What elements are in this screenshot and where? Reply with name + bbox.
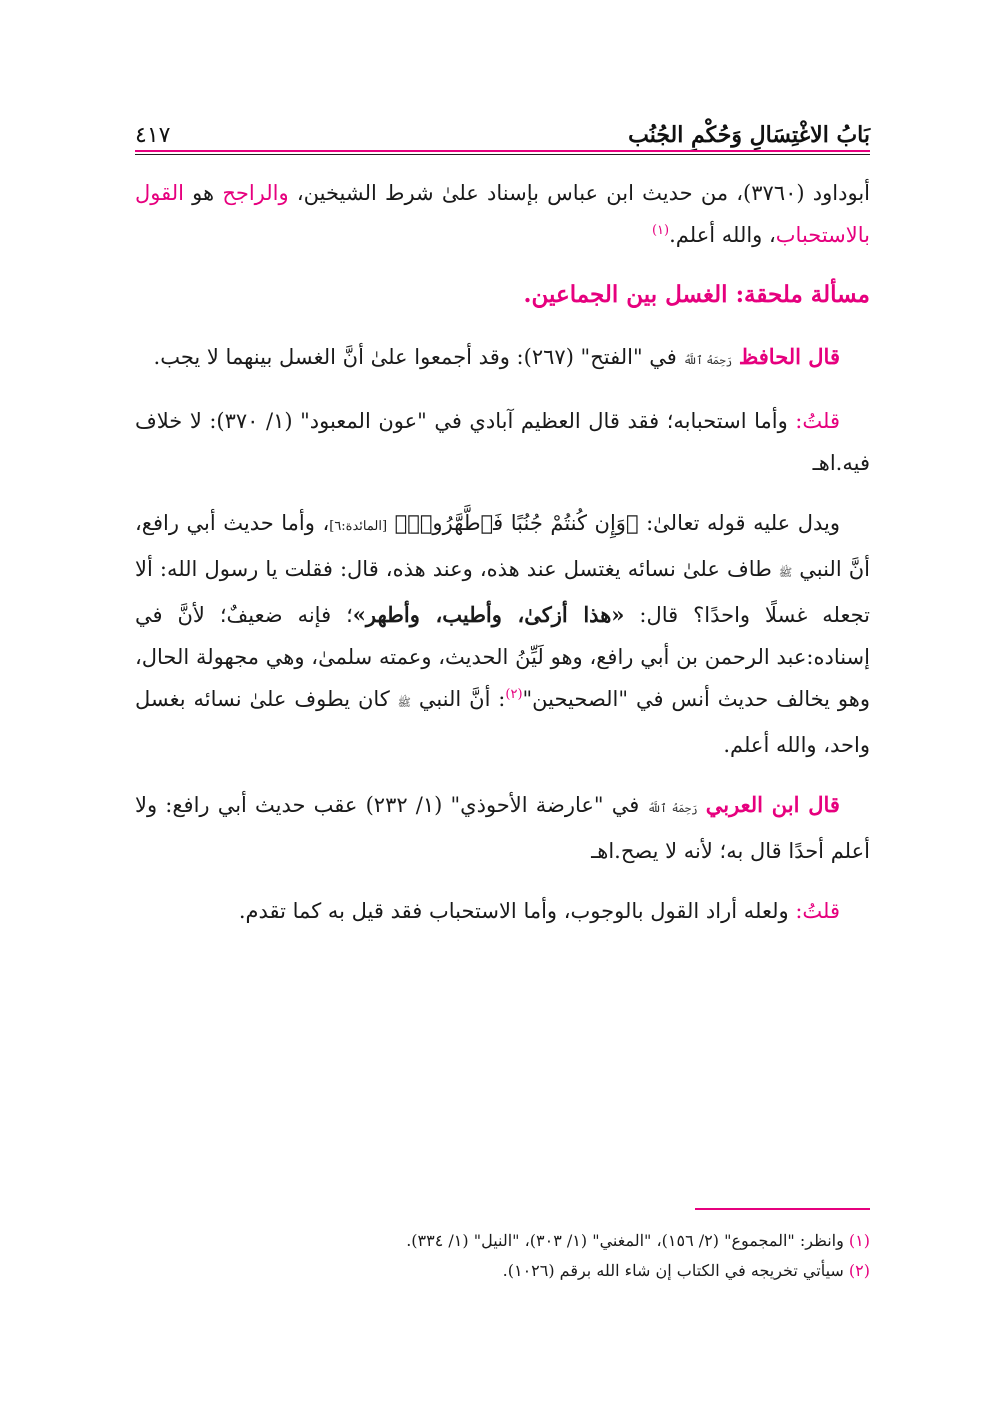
footnote-ref-1[interactable]: (١) — [651, 223, 670, 238]
footnotes — [135, 1226, 870, 1286]
p3-qult: قلتُ: — [795, 409, 840, 433]
page-header — [135, 112, 870, 148]
paragraph-4 — [135, 502, 870, 766]
p4-text-3: طاف علىٰ نسائه يغتسل عند هذه، وعند هذه، قال: فقلت يا رسول الله: ألا تجعله غسلًا واحدًا؟ قال: — [135, 557, 871, 627]
p3-text: وأما استحبابه؛ فقد قال العظيم آبادي في "عون المعبود" (١/ ٣٧٠): لا خلاف فيه.اهـ — [135, 409, 870, 475]
paragraph-3 — [135, 400, 870, 484]
p4-text-6: كان يطوف علىٰ نسائه بغسل واحد، والله أعلم. — [135, 687, 870, 757]
p1-highlight-2: القول بالاستحباب — [135, 181, 870, 247]
p1-highlight-1: والراجح — [222, 181, 289, 205]
p4-salutation-2: ﷺ — [397, 696, 411, 709]
footnote-2 — [135, 1256, 870, 1286]
footnote-divider — [695, 1208, 870, 1210]
footnote-1 — [135, 1226, 870, 1256]
p2-honorific: رَحِمَهُ ٱللَّهُ — [683, 354, 733, 367]
p4-ayah-ref: [المائدة:٦] — [329, 519, 388, 534]
paragraph-2 — [135, 336, 870, 382]
chapter-title: بَابُ الاغْتِسَالِ وَحُكْمِ الجُنُب — [628, 122, 870, 148]
p4-ayah: ﴿وَإِن كُنتُمْ جُنُبًا فَٱطَّهَّرُوا۟﴾ — [394, 511, 639, 535]
footnote-ref-2[interactable]: (٢) — [505, 687, 523, 702]
header-rule-pink — [135, 150, 870, 152]
footnote-number: (١) — [848, 1231, 870, 1250]
main-text — [135, 172, 870, 950]
header-rule-black — [135, 154, 870, 155]
p6-qult: قلتُ: — [795, 899, 840, 923]
p5-text: في "عارضة الأحوذي" (١/ ٢٣٢) عقب حديث أبي رافع: ولا أعلم أحدًا قال به؛ لأنه لا يصح.اهـ — [135, 793, 870, 863]
paragraph-6 — [135, 890, 870, 932]
p4-text-2: ، وأما حديث أبي رافع، أنَّ النبي — [135, 511, 870, 581]
p2-text: في "الفتح" (٢٦٧): وقد أجمعوا علىٰ أنَّ الغسل بينهما لا يجب. — [153, 345, 684, 369]
p5-speaker: قال ابن العربي — [705, 792, 840, 817]
p4-text-4: ؛ فإنه ضعيفٌ؛ لأنَّ في إسناده:عبد الرحمن بن أبي رافع، وهو لَيِّنُ الحديث، وعمته سلمىٰ، وهي مجهولة الحال، وهو يخالف حديث أنس في "الصحيحين" — [135, 603, 870, 711]
p1-text-1: أبوداود (٣٧٦٠)، من حديث ابن عباس بإسناد علىٰ شرط الشيخين، — [288, 181, 870, 205]
paragraph-5 — [135, 784, 870, 872]
page-number: ٤١٧ — [135, 123, 171, 148]
p5-honorific: رَحِمَهُ ٱللَّهُ — [647, 802, 698, 815]
paragraph-1 — [135, 172, 870, 256]
footnote-number: (٢) — [848, 1261, 870, 1280]
p1-text-3: ، والله أعلم. — [669, 223, 776, 247]
p4-salutation-1: ﷺ — [778, 566, 793, 579]
p4-quote: «هذا أزكىٰ، وأطيب، وأطهر» — [352, 602, 625, 627]
p4-text-1: ويدل عليه قوله تعالىٰ: — [638, 511, 840, 535]
footnote-text: وانظر: "المجموع" (٢/ ١٥٦)، "المغني" (١/ ٣٠٣)، "النيل" (١/ ٣٣٤). — [406, 1231, 849, 1250]
p2-speaker: قال الحافظ — [738, 344, 840, 369]
section-heading: مسألة ملحقة: الغسل بين الجماعين. — [523, 281, 870, 308]
footnote-text: سيأتي تخريجه في الكتاب إن شاء الله برقم (١٠٢٦). — [502, 1261, 849, 1280]
p6-text: ولعله أراد القول بالوجوب، وأما الاستحباب فقد قيل به كما تقدم. — [238, 899, 796, 923]
p4-text-5: : أنَّ النبي — [410, 687, 506, 711]
p1-text-2: هو — [183, 181, 223, 205]
